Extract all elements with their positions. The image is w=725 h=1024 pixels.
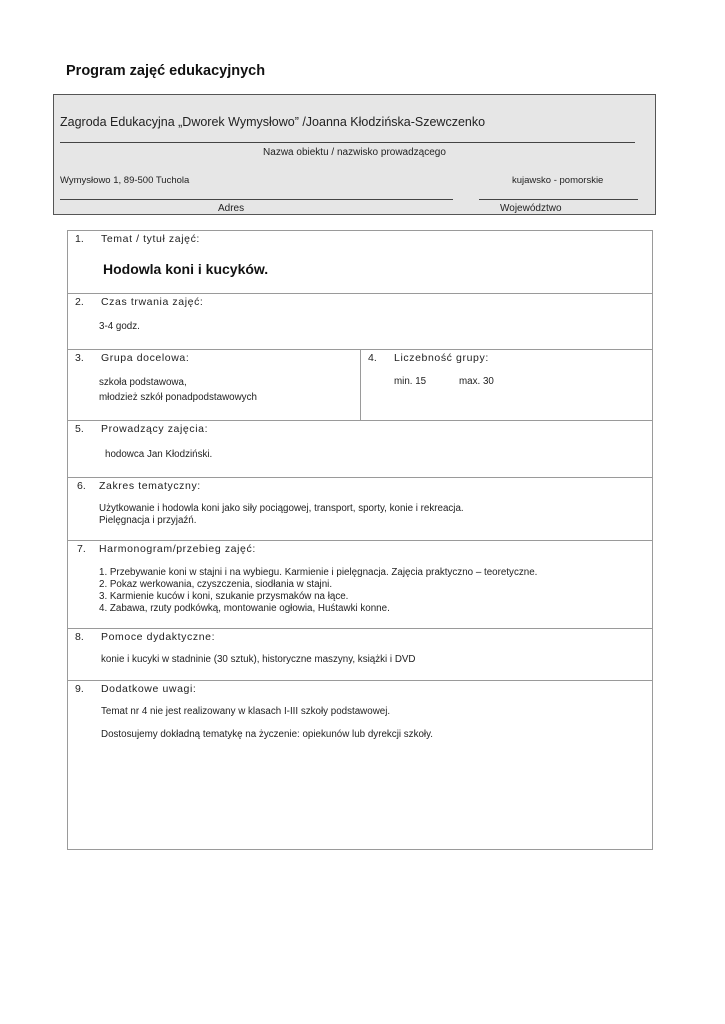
section-teaching-aids: [68, 629, 652, 681]
scope-line: Pielęgnacja i przyjaźń.: [99, 515, 197, 526]
section-number: 6.: [77, 480, 86, 492]
section-instructor: [68, 421, 652, 478]
schedule-list: [99, 567, 537, 615]
target-group-line: młodzież szkół ponadpodstawowych: [99, 392, 257, 403]
address-value: Wymysłowo 1, 89-500 Tuchola: [60, 175, 190, 186]
facility-underline: [60, 142, 635, 143]
facility-caption: Nazwa obiektu / nazwisko prowadzącego: [263, 147, 446, 158]
duration-value: 3-4 godz.: [99, 321, 140, 332]
section-label: Grupa docelowa:: [101, 352, 190, 364]
section-number: 4.: [368, 352, 377, 364]
section-number: 2.: [75, 296, 84, 308]
voivodeship-underline: [479, 199, 638, 200]
facility-name: Zagroda Edukacyjna „Dworek Wymysłowo” /Joanna Kłodzińska-Szewczenko: [60, 115, 486, 129]
notes-line: Dostosujemy dokładną tematykę na życzenie: opiekunów lub dyrekcji szkoły.: [101, 729, 433, 740]
section-notes: [68, 681, 652, 849]
section-target-group: [68, 350, 652, 421]
section-duration: [68, 294, 652, 350]
scope-line: Użytkowanie i hodowla koni jako siły pociągowej, transport, sporty, konie i rekreacja.: [99, 503, 464, 514]
section-label: Temat / tytuł zajęć:: [101, 233, 200, 245]
header-box: [53, 94, 656, 215]
group-size-min: min. 15: [394, 376, 427, 387]
schedule-item: 1. Przebywanie koni w stajni i na wybiegu. Karmienie i pielęgnacja. Zajęcia praktyczno – teoretyczne.: [99, 567, 538, 578]
section-scope: [68, 478, 652, 541]
section-number: 8.: [75, 631, 84, 643]
section-label: Prowadzący zajęcia:: [101, 423, 209, 435]
section-number: 3.: [75, 352, 84, 364]
address-underline: [60, 199, 453, 200]
section-label: Harmonogram/przebieg zajęć:: [99, 543, 256, 555]
section-schedule: [68, 541, 652, 629]
section-label: Czas trwania zajęć:: [101, 296, 204, 308]
address-caption: Adres: [218, 203, 245, 214]
schedule-item: 3. Karmienie kuców i koni, szukanie przysmaków na łące.: [99, 591, 349, 602]
column-divider: [360, 350, 361, 420]
topic-title: Hodowla koni i kucyków.: [103, 261, 269, 277]
page-title: Program zajęć edukacyjnych: [66, 63, 266, 79]
section-label: Liczebność grupy:: [394, 352, 489, 364]
teaching-aids-value: konie i kucyki w stadninie (30 sztuk), historyczne maszyny, książki i DVD: [101, 654, 416, 665]
target-group-line: szkoła podstawowa,: [99, 377, 187, 388]
section-number: 1.: [75, 233, 84, 245]
section-number: 5.: [75, 423, 84, 435]
voivodeship-caption: Województwo: [500, 203, 562, 214]
notes-line: Temat nr 4 nie jest realizowany w klasach I-III szkoły podstawowej.: [101, 706, 391, 717]
section-number: 7.: [77, 543, 86, 555]
section-topic: [68, 231, 652, 294]
section-number: 9.: [75, 683, 84, 695]
instructor-value: hodowca Jan Kłodziński.: [105, 449, 213, 460]
schedule-item: 2. Pokaz werkowania, czyszczenia, siodłania w stajni.: [99, 579, 333, 590]
group-size-max: max. 30: [459, 376, 494, 387]
voivodeship-value: kujawsko - pomorskie: [512, 175, 604, 186]
section-label: Pomoce dydaktyczne:: [101, 631, 216, 643]
section-label: Dodatkowe uwagi:: [101, 683, 197, 695]
program-form: [67, 230, 653, 850]
schedule-item: 4. Zabawa, rzuty podkówką, montowanie ogłowia, Huśtawki konne.: [99, 603, 390, 614]
section-label: Zakres tematyczny:: [99, 480, 201, 492]
